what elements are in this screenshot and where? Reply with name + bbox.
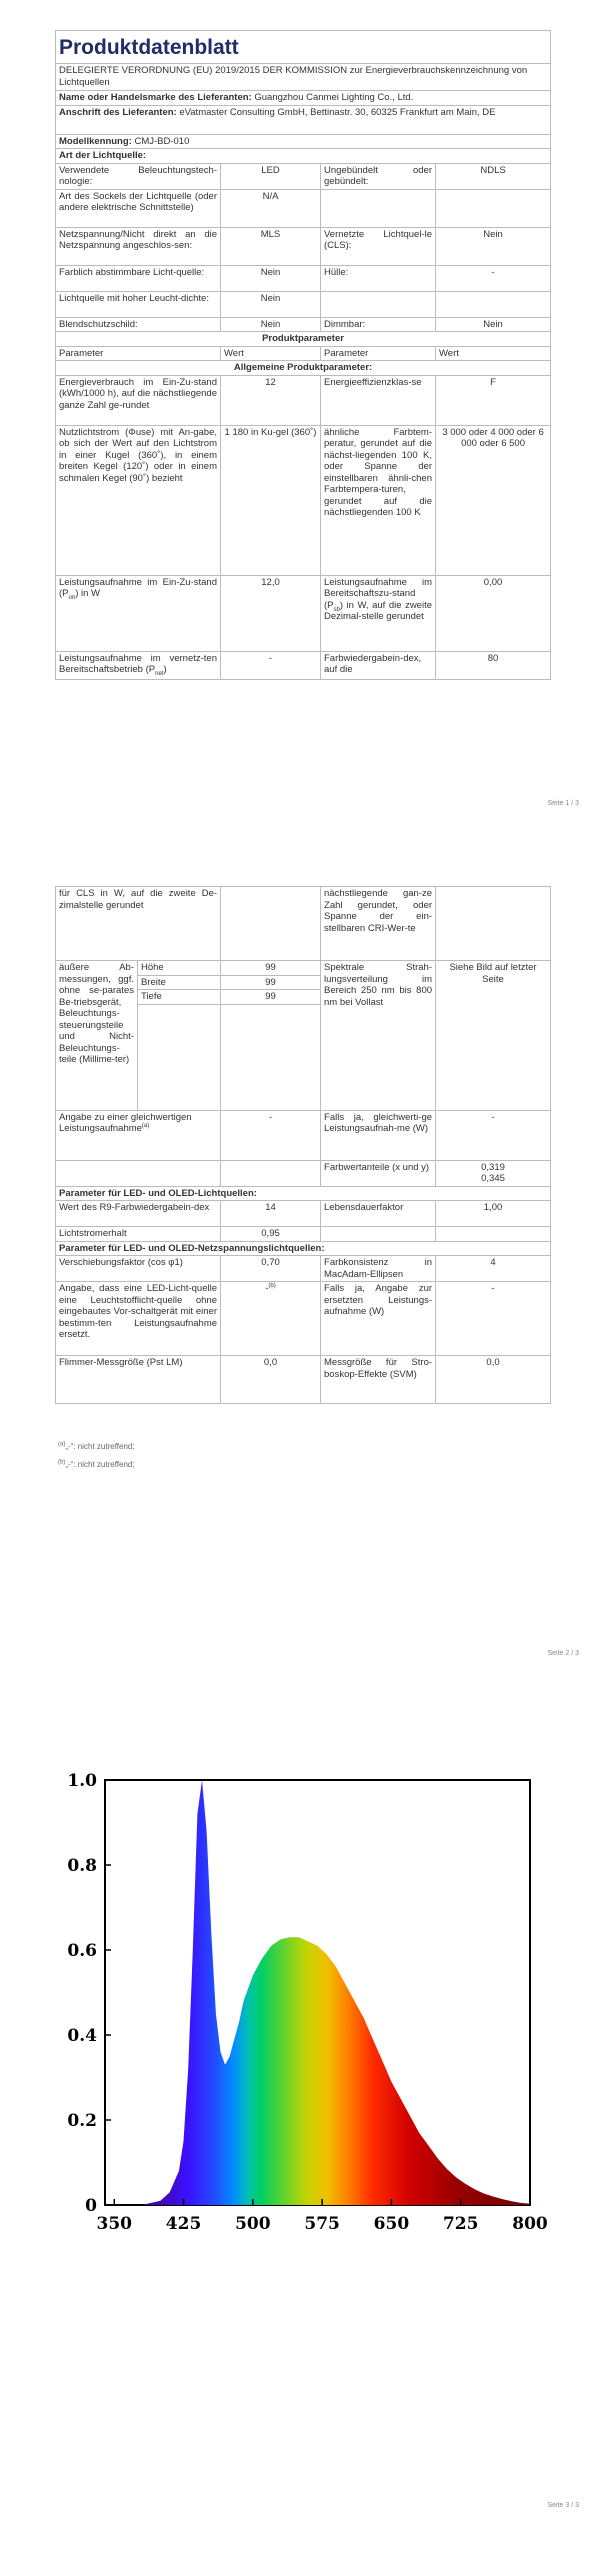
psb-value: 0,00 [436, 575, 551, 651]
page-number-3: Seite 3 / 3 [547, 2502, 579, 2509]
datasheet-table-page2 [55, 886, 551, 1404]
model-label: Modellkennung: [59, 135, 132, 147]
psb-label-text: Leistungsaufnahme im Bereitschaftszu-stand (P [324, 576, 432, 611]
maintenance-label: Lichtstromerhalt [56, 1227, 221, 1242]
cct-value: 3 000 oder 4 000 oder 6 000 oder 6 500 [436, 425, 551, 575]
replace-value-text: - [265, 1283, 269, 1294]
pnet-label-text-2: ) [163, 664, 167, 675]
col-value-2: Wert [436, 346, 551, 361]
pnet-label-text: Leistungsaufnahme im vernetz-ten Bereitschaftsbetrieb (P [59, 652, 217, 675]
footnote-a-mark: (a) [58, 1441, 66, 1448]
replace-sup: (b) [268, 1282, 276, 1289]
footnote-a [58, 1442, 135, 1451]
empty-cell [436, 887, 551, 961]
pnet-sub: net [155, 670, 164, 677]
flicker-label: Flimmer-Messgröße (Pst LM) [56, 1356, 221, 1404]
lighttype-heading: Art der Lichtquelle: [56, 149, 551, 164]
pf-value: 0,70 [221, 1256, 321, 1282]
supplier-label: Name oder Handelsmarke des Lieferanten: [59, 92, 252, 103]
model-row [56, 134, 551, 149]
flux-label: Nutzlichtstrom (Φuse) mit An-gabe, ob sich der Wert auf den Lichtstrom in einer Kugel (360˚), in einem breiten Kegel (120˚) oder in einem schmalen Kegel (90˚) bezieht [56, 425, 221, 575]
equiv-value: - [221, 1110, 321, 1160]
survival-label: Lebensdauerfaktor [321, 1201, 436, 1227]
pon-label [56, 575, 221, 651]
height-value: 99 [221, 961, 321, 976]
footnote-b-text: „-“: nicht zutreffend; [65, 1460, 135, 1469]
colour-tunable-value: Nein [221, 265, 321, 291]
regulation-text: DELEGIERTE VERORDNUNG (EU) 2019/2015 DER KOMMISSION zur Energieverbrauchskennzeichnung von Lichtquellen [56, 64, 551, 91]
x-tick-label: 425 [165, 2214, 202, 2234]
supplier-value: Guangzhou Canmei Lighting Co., Ltd. [254, 92, 414, 103]
empty-cell [321, 291, 436, 317]
psb-label [321, 575, 436, 651]
empty-cell [56, 1160, 221, 1186]
x-tick-label: 500 [235, 2214, 271, 2234]
empty-cell [221, 1160, 321, 1186]
unbundled-label: Ungebündelt oder gebündelt: [321, 163, 436, 189]
depth-label: Tiefe [138, 990, 221, 1005]
pon-value: 12,0 [221, 575, 321, 651]
chroma-value [436, 1160, 551, 1186]
energy-value: 12 [221, 375, 321, 425]
pon-sub: on [68, 594, 76, 601]
equiv-label-text: Angabe zu einer gleichwertigen Leistungsaufnahme [59, 1111, 192, 1134]
energy-class-value: F [436, 375, 551, 425]
cri-value: 80 [436, 651, 551, 679]
flux-value: 1 180 in Ku-gel (360˚) [221, 425, 321, 575]
stroboscopic-label: Messgröße für Stro-boskop-Effekte (SVM) [321, 1356, 436, 1404]
model-value: CMJ-BD-010 [134, 135, 190, 147]
empty-cell [221, 1004, 321, 1110]
page-title: Produktdatenblatt [56, 31, 551, 64]
survival-value: 1,00 [436, 1201, 551, 1227]
x-tick-label: 800 [512, 2214, 548, 2234]
dimmable-label: Dimmbar: [321, 317, 436, 332]
address-label: Anschrift des Lieferanten: [59, 106, 177, 118]
energy-label: Energieverbrauch im Ein-Zu-stand (kWh/1000 h), auf die nächstliegende ganze Zahl ge-rundet [56, 375, 221, 425]
empty-cell [321, 189, 436, 227]
col-param-1: Parameter [56, 346, 221, 361]
equiv-label [56, 1110, 221, 1160]
x-tick-label: 350 [96, 2214, 132, 2234]
dims-label: äußere Ab-messungen, ggf. ohne se-parates Be-triebsgerät, Beleuchtungs-steuerungsteile und Nicht-Beleuchtungs-teile (Millime-ter) [56, 961, 138, 1111]
datasheet-table-page1 [55, 30, 551, 680]
equiv-sup: (a) [141, 1122, 150, 1129]
params-heading: Produktparameter [56, 332, 551, 347]
page-1 [0, 0, 603, 830]
equiv-power-value: - [436, 1110, 551, 1160]
mains-value: MLS [221, 227, 321, 265]
footnote-b-mark: (b) [58, 1459, 66, 1466]
address-row [56, 105, 551, 134]
r9-label: Wert des R9-Farbwiedergabein-dex [56, 1201, 221, 1227]
envelope-label: Hülle: [321, 265, 436, 291]
spd-label: Spektrale Strah-lungsverteilung im Bereich 250 nm bis 800 nm bei Vollast [321, 961, 436, 1111]
empty-cell [221, 887, 321, 961]
page-3 [0, 1700, 603, 2560]
high-luminance-value: Nein [221, 291, 321, 317]
cap-value: N/A [221, 189, 321, 227]
connected-label: Vernetzte Lichtquel-le (CLS): [321, 227, 436, 265]
chroma-y: 0,345 [481, 1173, 505, 1184]
footnote-a-text: „-“: nicht zutreffend; [65, 1442, 135, 1451]
pnet-value: - [221, 651, 321, 679]
psb-sub: sb [333, 606, 340, 613]
pnet-label [56, 651, 221, 679]
empty-cell [321, 1227, 436, 1242]
general-params-heading: Allgemeine Produktparameter: [56, 361, 551, 376]
cap-label: Art des Sockels der Lichtquelle (oder andere elektrische Schnittstelle) [56, 189, 221, 227]
x-tick-label: 650 [373, 2214, 410, 2234]
pon-label-text-2: ) in W [75, 588, 100, 599]
mains-heading: Parameter für LED- und OLED-Netzspannungslichtquellen: [56, 1241, 551, 1256]
equiv-power-label: Falls ja, gleichwerti-ge Leistungsaufnah-me (W) [321, 1110, 436, 1160]
energy-class-label: Energieeffizienzklas-se [321, 375, 436, 425]
cct-label: ähnliche Farbtem-peratur, gerundet auf die nächst-liegenden 100 K, oder Spanne der einstellbaren ähnli-chen Farbtempera-turen, gerundet auf die nächstliegenden 100 K [321, 425, 436, 575]
mains-label: Netzspannung/Nicht direkt an die Netzspannung angeschlos-sen: [56, 227, 221, 265]
glare-value: Nein [221, 317, 321, 332]
chroma-label: Farbwertanteile (x und y) [321, 1160, 436, 1186]
col-value-1: Wert [221, 346, 321, 361]
y-tick-label: 0.8 [67, 1856, 97, 1876]
chroma-x: 0,319 [481, 1161, 505, 1173]
width-value: 99 [221, 975, 321, 990]
consistency-label: Farbkonsistenz in MacAdam-Ellipsen [321, 1256, 436, 1282]
spectrum-chart [45, 1750, 555, 2260]
empty-cell [138, 1004, 221, 1110]
maintenance-value: 0,95 [221, 1227, 321, 1242]
technology-label: Verwendete Beleuchtungstech-nologie: [56, 163, 221, 189]
height-label: Höhe [138, 961, 221, 976]
spd-value: Siehe Bild auf letzter Seite [436, 961, 551, 1111]
plot-area [105, 1780, 530, 2205]
empty-cell [436, 1227, 551, 1242]
dimmable-value: Nein [436, 317, 551, 332]
depth-value: 99 [221, 990, 321, 1005]
page-number-2: Seite 2 / 3 [547, 1650, 579, 1657]
y-tick-label: 1.0 [67, 1771, 97, 1791]
connected-value: Nein [436, 227, 551, 265]
replace-value [221, 1282, 321, 1356]
page-2 [0, 830, 603, 1700]
pon-label-text: Leistungsaufnahme im Ein-Zu-stand (P [59, 576, 217, 599]
led-heading: Parameter für LED- und OLED-Lichtquellen: [56, 1186, 551, 1201]
footnote-b [58, 1460, 135, 1469]
consistency-value: 4 [436, 1256, 551, 1282]
x-tick-label: 725 [442, 2214, 479, 2234]
empty-cell [436, 189, 551, 227]
pnet-label-continued: für CLS in W, auf die zweite De-zimalstelle gerundet [56, 887, 221, 961]
pf-label: Verschiebungsfaktor (cos φ1) [56, 1256, 221, 1282]
empty-cell [436, 291, 551, 317]
flicker-value: 0,0 [221, 1356, 321, 1404]
cri-label-continued: nächstliegende gan-ze Zahl gerundet, oder Spanne der ein-stellbaren CRI-Wer-te [321, 887, 436, 961]
supplier-row [56, 91, 551, 106]
replace-label: Angabe, dass eine LED-Licht-quelle eine Leuchtstofflicht-quelle ohne eingebautes Vor-schaltgerät mit einer bestimm-ten Leistungsaufnahme ersetzt. [56, 1282, 221, 1356]
colour-tunable-label: Farblich abstimmbare Licht-quelle: [56, 265, 221, 291]
y-tick-label: 0 [85, 2196, 97, 2216]
page-number-1: Seite 1 / 3 [547, 800, 579, 807]
psb-label-text-2: ) in W, auf die zweite Dezimal-stelle gerundet [324, 599, 432, 622]
y-tick-label: 0.4 [67, 2026, 97, 2046]
glare-label: Blendschutzschild: [56, 317, 221, 332]
r9-value: 14 [221, 1201, 321, 1227]
stroboscopic-value: 0,0 [436, 1356, 551, 1404]
cri-label: Farbwiedergabein-dex, auf die [321, 651, 436, 679]
y-tick-label: 0.6 [67, 1941, 97, 1961]
replace-power-value: - [436, 1282, 551, 1356]
x-tick-label: 575 [304, 2214, 340, 2234]
unbundled-value: NDLS [436, 163, 551, 189]
width-label: Breite [138, 975, 221, 990]
technology-value: LED [221, 163, 321, 189]
col-param-2: Parameter [321, 346, 436, 361]
high-luminance-label: Lichtquelle mit hoher Leucht-dichte: [56, 291, 221, 317]
replace-power-label: Falls ja, Angabe zur ersetzten Leistungs-aufnahme (W) [321, 1282, 436, 1356]
envelope-value: - [436, 265, 551, 291]
address-value: eVatmaster Consulting GmbH, Bettinastr. 30, 60325 Frankfurt am Main, DE [179, 106, 496, 118]
y-tick-label: 0.2 [67, 2111, 97, 2131]
